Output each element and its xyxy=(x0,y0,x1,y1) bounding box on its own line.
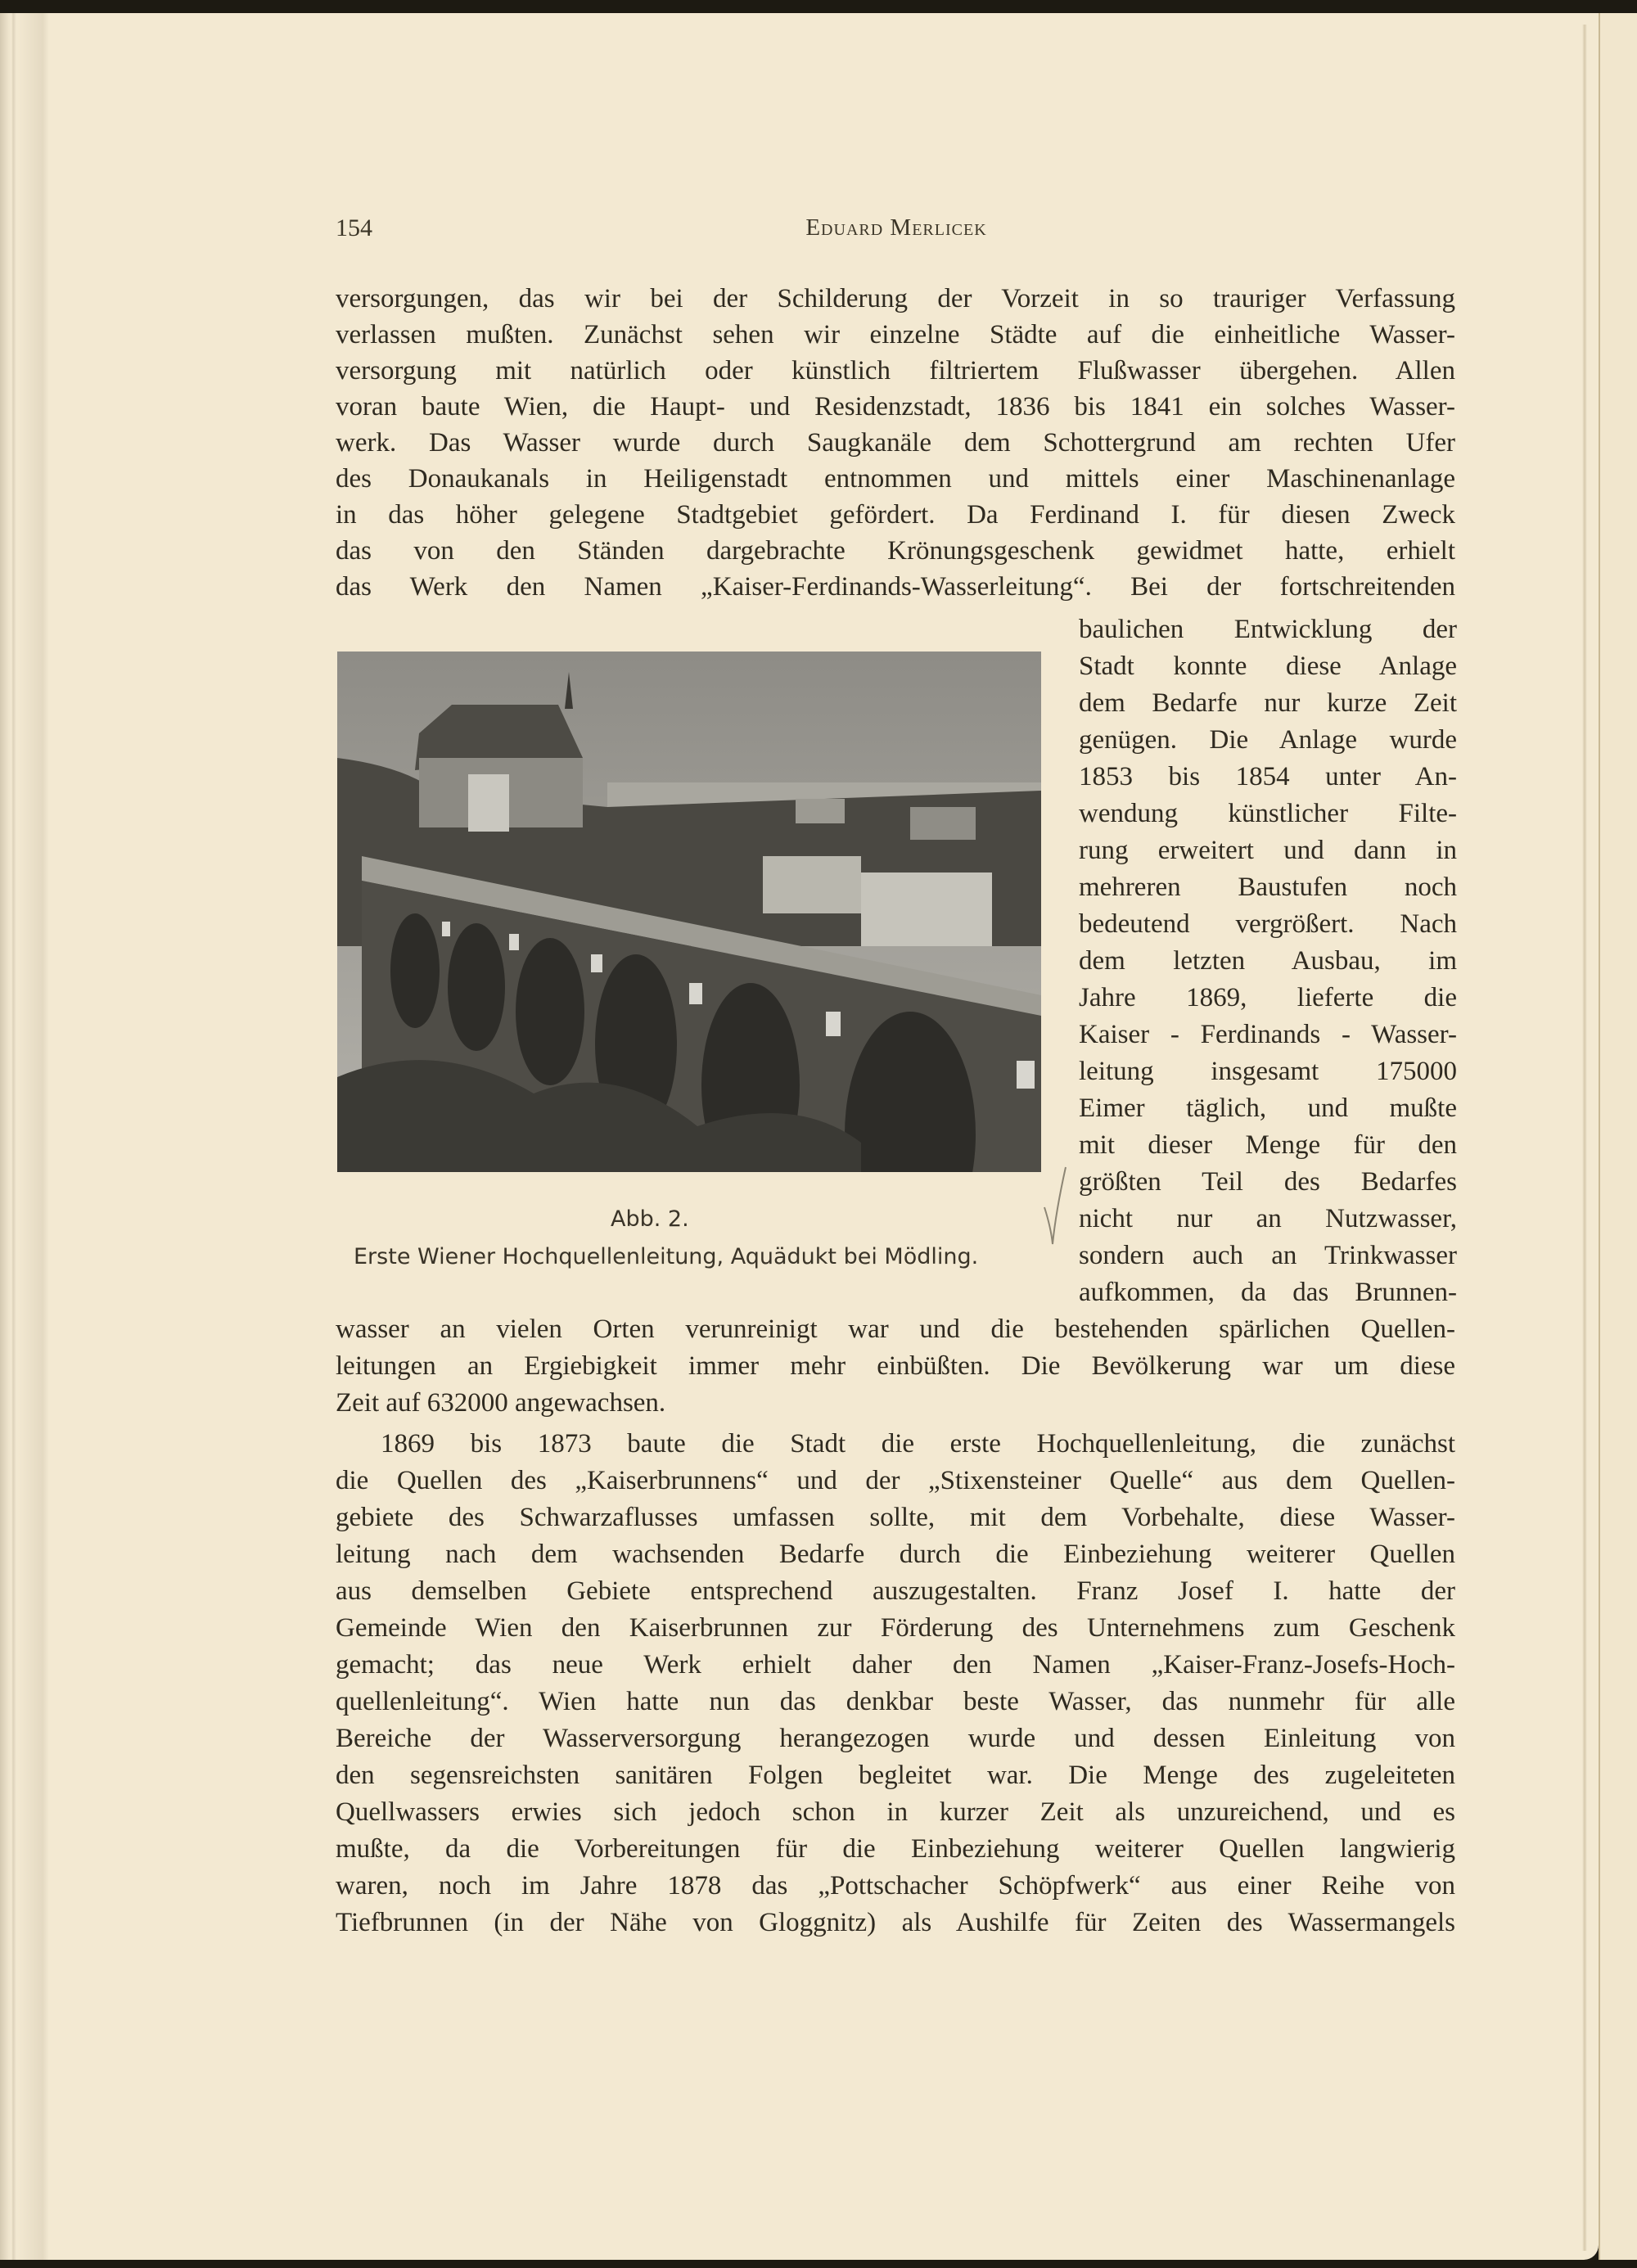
text-line: das Werk den Namen „Kaiser-Ferdinands-Wasserleitung“. Bei der fortschreitenden xyxy=(336,572,1455,602)
text-line-side: genügen. Die Anlage wurde xyxy=(1079,725,1457,755)
page-number: 154 xyxy=(336,214,372,241)
text-line: in das höher gelegene Stadtgebiet gefördert. Da Ferdinand I. für diesen Zweck xyxy=(336,500,1455,530)
text-line: versorgungen, das wir bei der Schilderung der Vorzeit in so trauriger Verfassung xyxy=(336,284,1455,313)
text-line: aus demselben Gebiete entsprechend auszugestalten. Franz Josef I. hatte der xyxy=(336,1576,1455,1606)
text-line-side: 1853 bis 1854 unter An- xyxy=(1079,762,1457,791)
text-line: das von den Ständen dargebrachte Krönungsgeschenk gewidmet hatte, erhielt xyxy=(336,536,1455,566)
aqueduct-photo-illustration xyxy=(337,652,1041,1172)
figure-photo-aqueduct xyxy=(337,652,1041,1172)
page-fold-crease xyxy=(1582,25,1587,2251)
text-line: Zeit auf 632000 angewachsen. xyxy=(336,1388,666,1418)
text-line: mußte, da die Vorbereitungen für die Einbeziehung weiterer Quellen langwierig xyxy=(336,1834,1455,1864)
text-line: Gemeinde Wien den Kaiserbrunnen zur Förderung des Unternehmens zum Geschenk xyxy=(336,1613,1455,1643)
text-line-side: nicht nur an Nutzwasser, xyxy=(1079,1204,1457,1233)
text-line: Quellwassers erwies sich jedoch schon in kurzer Zeit als unzureichend, und es xyxy=(336,1797,1455,1827)
text-line: versorgung mit natürlich oder künstlich filtriertem Flußwasser übergehen. Allen xyxy=(336,356,1455,386)
text-line-side: leitung insgesamt 175000 xyxy=(1079,1057,1457,1086)
text-line-side: wendung künstlicher Filte- xyxy=(1079,799,1457,828)
text-line-side: rung erweitert und dann in xyxy=(1079,836,1457,865)
figure-label: Abb. 2. xyxy=(611,1206,689,1232)
text-line: quellenleitung“. Wien hatte nun das denkbar beste Wasser, das nunmehr für alle xyxy=(336,1687,1455,1716)
text-line: 1869 bis 1873 baute die Stadt die erste Hochquellenleitung, die zunächst xyxy=(381,1429,1455,1459)
text-line: leitung nach dem wachsenden Bedarfe durch die Einbeziehung weiterer Quellen xyxy=(336,1540,1455,1569)
running-header xyxy=(336,214,1457,247)
text-line-side: sondern auch an Trinkwasser xyxy=(1079,1241,1457,1270)
text-line: voran baute Wien, die Haupt- und Residenzstadt, 1836 bis 1841 ein solches Wasser- xyxy=(336,392,1455,422)
next-page-edge xyxy=(1599,13,1637,2260)
text-line-side: baulichen Entwicklung der xyxy=(1079,615,1457,644)
text-line-side: bedeutend vergrößert. Nach xyxy=(1079,909,1457,939)
text-line: gemacht; das neue Werk erhielt daher den Namen „Kaiser-Franz-Josefs-Hoch- xyxy=(336,1650,1455,1680)
text-line-side: aufkommen, da das Brunnen- xyxy=(1079,1278,1457,1307)
text-line: waren, noch im Jahre 1878 das „Pottschacher Schöpfwerk“ aus einer Reihe von xyxy=(336,1871,1455,1901)
text-line: verlassen mußten. Zunächst sehen wir einzelne Städte auf die einheitliche Wasser- xyxy=(336,320,1455,349)
text-line: Tiefbrunnen (in der Nähe von Gloggnitz) als Aushilfe für Zeiten des Wassermangels xyxy=(336,1908,1455,1937)
text-line-side: Jahre 1869, lieferte die xyxy=(1079,983,1457,1012)
text-line: leitungen an Ergiebigkeit immer mehr einbüßten. Die Bevölkerung war um diese xyxy=(336,1351,1455,1381)
text-line-side: größten Teil des Bedarfes xyxy=(1079,1167,1457,1197)
text-line: wasser an vielen Orten verunreinigt war und die bestehenden spärlichen Quellen- xyxy=(336,1314,1455,1344)
running-title: Eduard Merlicek xyxy=(805,214,987,241)
text-line-side: Stadt konnte diese Anlage xyxy=(1079,652,1457,681)
text-line-side: dem letzten Ausbau, im xyxy=(1079,946,1457,976)
text-line-side: mit dieser Menge für den xyxy=(1079,1130,1457,1160)
figure-caption: Erste Wiener Hochquellenleitung, Aquädukt bei Mödling. xyxy=(354,1244,979,1269)
text-line: Bereiche der Wasserversorgung herangezogen wurde und dessen Einleitung von xyxy=(336,1724,1455,1753)
text-line-side: Eimer täglich, und mußte xyxy=(1079,1093,1457,1123)
text-line: die Quellen des „Kaiserbrunnens“ und der „Stixensteiner Quelle“ aus dem Quellen- xyxy=(336,1466,1455,1495)
text-line-side: Kaiser - Ferdinands - Wasser- xyxy=(1079,1020,1457,1049)
text-line: gebiete des Schwarzaflusses umfassen sollte, mit dem Vorbehalte, diese Wasser- xyxy=(336,1503,1455,1532)
text-line-side: dem Bedarfe nur kurze Zeit xyxy=(1079,688,1457,718)
text-line: den segensreichsten sanitären Folgen begleitet war. Die Menge des zugeleiteten xyxy=(336,1761,1455,1790)
text-line: des Donaukanals in Heiligenstadt entnommen und mittels einer Maschinenanlage xyxy=(336,464,1455,494)
text-line: werk. Das Wasser wurde durch Saugkanäle dem Schottergrund am rechten Ufer xyxy=(336,428,1455,458)
text-line-side: mehreren Baustufen noch xyxy=(1079,872,1457,902)
pencil-checkmark-icon xyxy=(1039,1162,1072,1252)
